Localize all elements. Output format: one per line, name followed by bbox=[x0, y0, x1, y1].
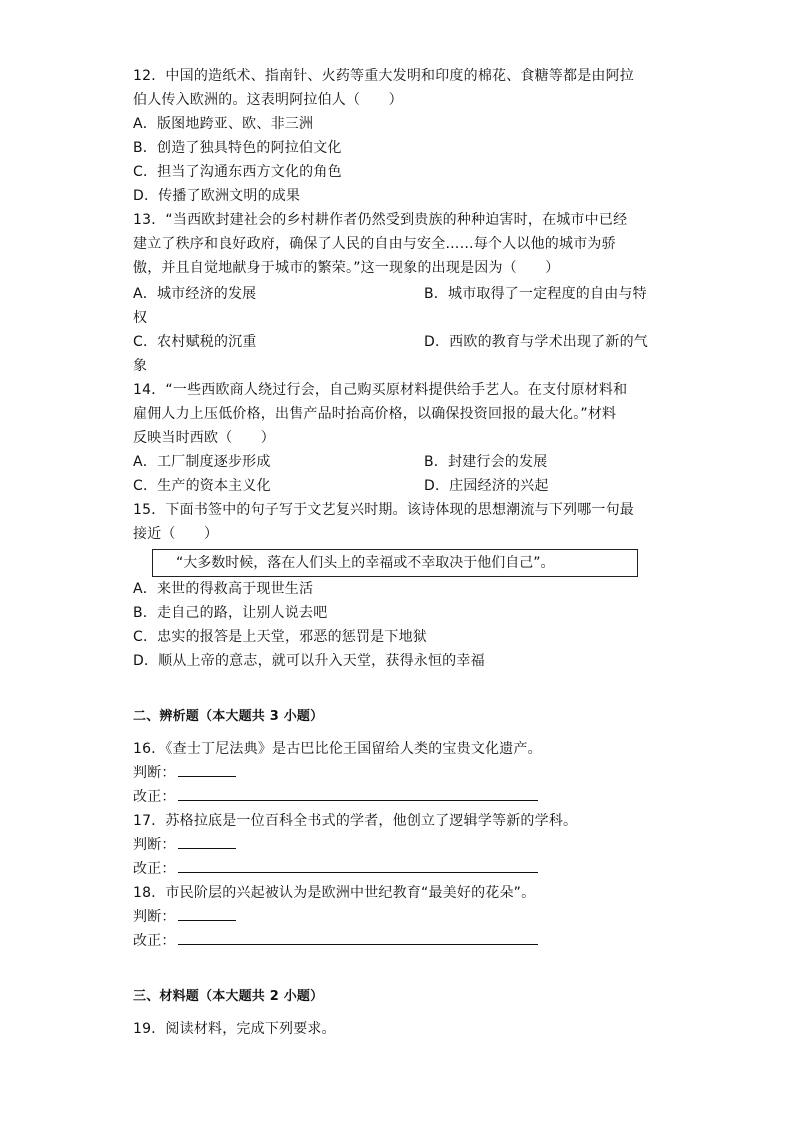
q13-option-b-line2: 权 bbox=[133, 310, 148, 326]
q18-correct-blank[interactable] bbox=[178, 930, 538, 945]
q14-stem-line1: 14．“一些西欧商人绕过行会，自己购买原材料提供给手艺人。在支付原材料和 bbox=[133, 382, 628, 398]
q13-option-c: C．农村赋税的沉重 bbox=[133, 334, 257, 350]
q17-correct-row bbox=[133, 857, 538, 881]
q15-option-a: A．来世的得救高于现世生活 bbox=[133, 581, 314, 597]
bookmark-quote-text: “大多数时候，落在人们头上的幸福或不幸取决于他们自己”。 bbox=[176, 555, 555, 571]
q17-correct-blank[interactable] bbox=[178, 858, 538, 873]
q14-stem-line2: 雇佣人力上压低价格，出售产品时抬高价格，以确保投资回报的最大化。”材料 bbox=[133, 406, 617, 422]
judge-label: 判断： bbox=[133, 837, 176, 853]
q16-correct-blank[interactable] bbox=[178, 786, 538, 801]
q15-option-c: C．忠实的报答是上天堂，邪恶的惩罚是下地狱 bbox=[133, 629, 427, 645]
q18-stem: 18．市民阶层的兴起被认为是欧洲中世纪教育“最美好的花朵”。 bbox=[133, 885, 536, 901]
q13-option-d-line2: 象 bbox=[133, 358, 148, 374]
q13-option-a: A．城市经济的发展 bbox=[133, 286, 257, 302]
q15-stem-line2: 接近（ ） bbox=[133, 526, 219, 542]
q18-judge-row bbox=[133, 905, 236, 929]
q15-option-d: D．顺从上帝的意志，就可以升入天堂，获得永恒的幸福 bbox=[133, 653, 485, 669]
q18-correct-row bbox=[133, 929, 538, 953]
q17-stem: 17．苏格拉底是一位百科全书式的学者，他创立了逻辑学等新的学科。 bbox=[133, 813, 578, 829]
q14-option-c: C．生产的资本主义化 bbox=[133, 478, 271, 494]
q15-option-b: B．走自己的路，让别人说去吧 bbox=[133, 605, 328, 621]
correct-label: 改正： bbox=[133, 789, 176, 805]
q14-option-a: A．工厂制度逐步形成 bbox=[133, 454, 271, 470]
section3-heading: 三、材料题（本大题共 2 小题） bbox=[133, 989, 324, 1004]
q13-option-d-line1: D．西欧的教育与学术出现了新的气 bbox=[424, 334, 648, 350]
q12-option-b: B．创造了独具特色的阿拉伯文化 bbox=[133, 140, 342, 156]
q12-option-c: C．担当了沟通东西方文化的角色 bbox=[133, 164, 342, 180]
q17-judge-row bbox=[133, 833, 236, 857]
judge-label: 判断： bbox=[133, 909, 176, 925]
q14-option-b: B．封建行会的发展 bbox=[424, 454, 548, 470]
q12-option-d: D．传播了欧洲文明的成果 bbox=[133, 188, 301, 204]
q14-option-d: D．庄园经济的兴起 bbox=[424, 478, 549, 494]
q19-stem: 19．阅读材料，完成下列要求。 bbox=[133, 1021, 336, 1037]
q13-stem-line1: 13．“当西欧封建社会的乡村耕作者仍然受到贵族的种种迫害时，在城市中已经 bbox=[133, 212, 628, 228]
q12-stem-line1: 12．中国的造纸术、指南针、火药等重大发明和印度的棉花、食糖等都是由阿拉 bbox=[133, 68, 635, 84]
q16-stem: 16．《查士丁尼法典》是古巴比伦王国留给人类的宝贵文化遗产。 bbox=[133, 741, 542, 757]
q18-judge-blank[interactable] bbox=[178, 906, 236, 921]
q12-stem-line2: 伯人传入欧洲的。这表明阿拉伯人（ ） bbox=[133, 92, 403, 108]
q15-stem-line1: 15．下面书签中的句子写于文艺复兴时期。该诗体现的思想潮流与下列哪一句最 bbox=[133, 502, 635, 518]
q16-judge-row bbox=[133, 761, 236, 785]
q13-stem-line2: 建立了秩序和良好政府，确保了人民的自由与安全……每个人以他的城市为骄 bbox=[133, 236, 616, 252]
q14-stem-line3: 反映当时西欧（ ） bbox=[133, 430, 275, 446]
q17-judge-blank[interactable] bbox=[178, 834, 236, 849]
q16-judge-blank[interactable] bbox=[178, 762, 236, 777]
q13-stem-line3: 傲，并且自觉地献身于城市的繁荣。”这一现象的出现是因为（ ） bbox=[133, 260, 560, 276]
section2-heading: 二、辨析题（本大题共 3 小题） bbox=[133, 709, 324, 724]
judge-label: 判断： bbox=[133, 765, 176, 781]
q16-correct-row bbox=[133, 785, 538, 809]
q13-option-b-line1: B．城市取得了一定程度的自由与特 bbox=[424, 286, 647, 302]
correct-label: 改正： bbox=[133, 861, 176, 877]
correct-label: 改正： bbox=[133, 933, 176, 949]
q12-option-a: A．版图地跨亚、欧、非三洲 bbox=[133, 116, 314, 132]
